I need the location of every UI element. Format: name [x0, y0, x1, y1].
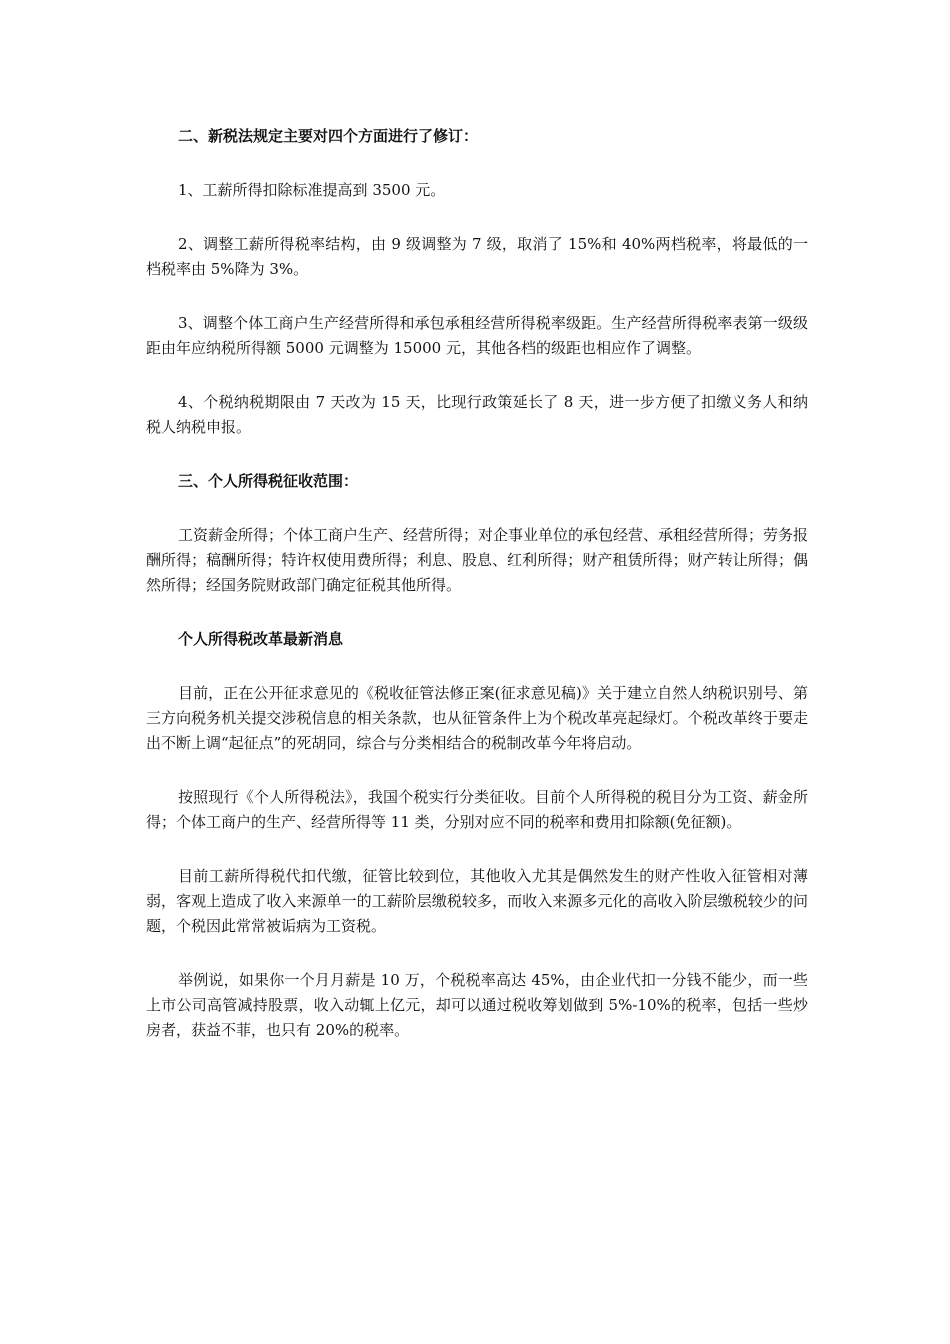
document-body [146, 124, 808, 1072]
paragraph-rate-structure: 2、调整工薪所得税率结构，由 9 级调整为 7 级，取消了 15%和 40%两档税率，将最低的一档税率由 5%降为 3%。 [146, 235, 808, 278]
paragraph-deduction-standard: 1、工薪所得扣除标准提高到 3500 元。 [178, 181, 446, 199]
paragraph-income-categories: 工资薪金所得；个体工商户生产、经营所得；对企事业单位的承包经营、承租经营所得；劳务报酬所得；稿酬所得；特许权使用费所得；利息、股息、红利所得；财产租赁所得；财产转让所得；偶然所得；经国务院财政部门确定征税其他所得。 [146, 526, 809, 594]
paragraph-example: 举例说，如果你一个月月薪是 10 万，个税税率高达 45%，由企业代扣一分钱不能少，而一些上市公司高管减持股票，收入动辄上亿元，却可以通过税收筹划做到 5%-10%的税率，包括一些炒房者，获益不菲，也只有 20%的税率。 [146, 971, 808, 1039]
paragraph-withholding: 目前工薪所得税代扣代缴，征管比较到位，其他收入尤其是偶然发生的财产性收入征管相对薄弱，客观上造成了收入来源单一的工薪阶层缴税较多，而收入来源多元化的高收入阶层缴税较少的问题，个税因此常常被诟病为工资税。 [146, 867, 808, 935]
heading-reform-news: 个人所得税改革最新消息 [178, 630, 344, 648]
paragraph-reform-draft: 目前，正在公开征求意见的《税收征管法修正案(征求意见稿)》关于建立自然人纳税识别号、第三方向税务机关提交涉税信息的相关条款，也从征管条件上为个税改革亮起绿灯。个税改革终于要走出不断上调“起征点”的死胡同，综合与分类相结合的税制改革今年将启动。 [146, 684, 808, 752]
paragraph-business-income-brackets: 3、调整个体工商户生产经营所得和承包承租经营所得税率级距。生产经营所得税率表第一级级距由年应纳税所得额 5000 元调整为 15000 元，其他各档的级距也相应作了调整。 [146, 314, 808, 357]
paragraph-current-law: 按照现行《个人所得税法》，我国个税实行分类征收。目前个人所得税的税目分为工资、薪金所得；个体工商户的生产、经营所得等 11 类，分别对应不同的税率和费用扣除额(免征额)。 [146, 788, 808, 831]
paragraph-filing-period: 4、个税纳税期限由 7 天改为 15 天，比现行政策延长了 8 天，进一步方便了扣缴义务人和纳税人纳税申报。 [146, 393, 808, 436]
heading-tax-scope: 三、个人所得税征收范围： [178, 472, 359, 490]
heading-tax-law-revisions: 二、新税法规定主要对四个方面进行了修订： [178, 127, 479, 145]
